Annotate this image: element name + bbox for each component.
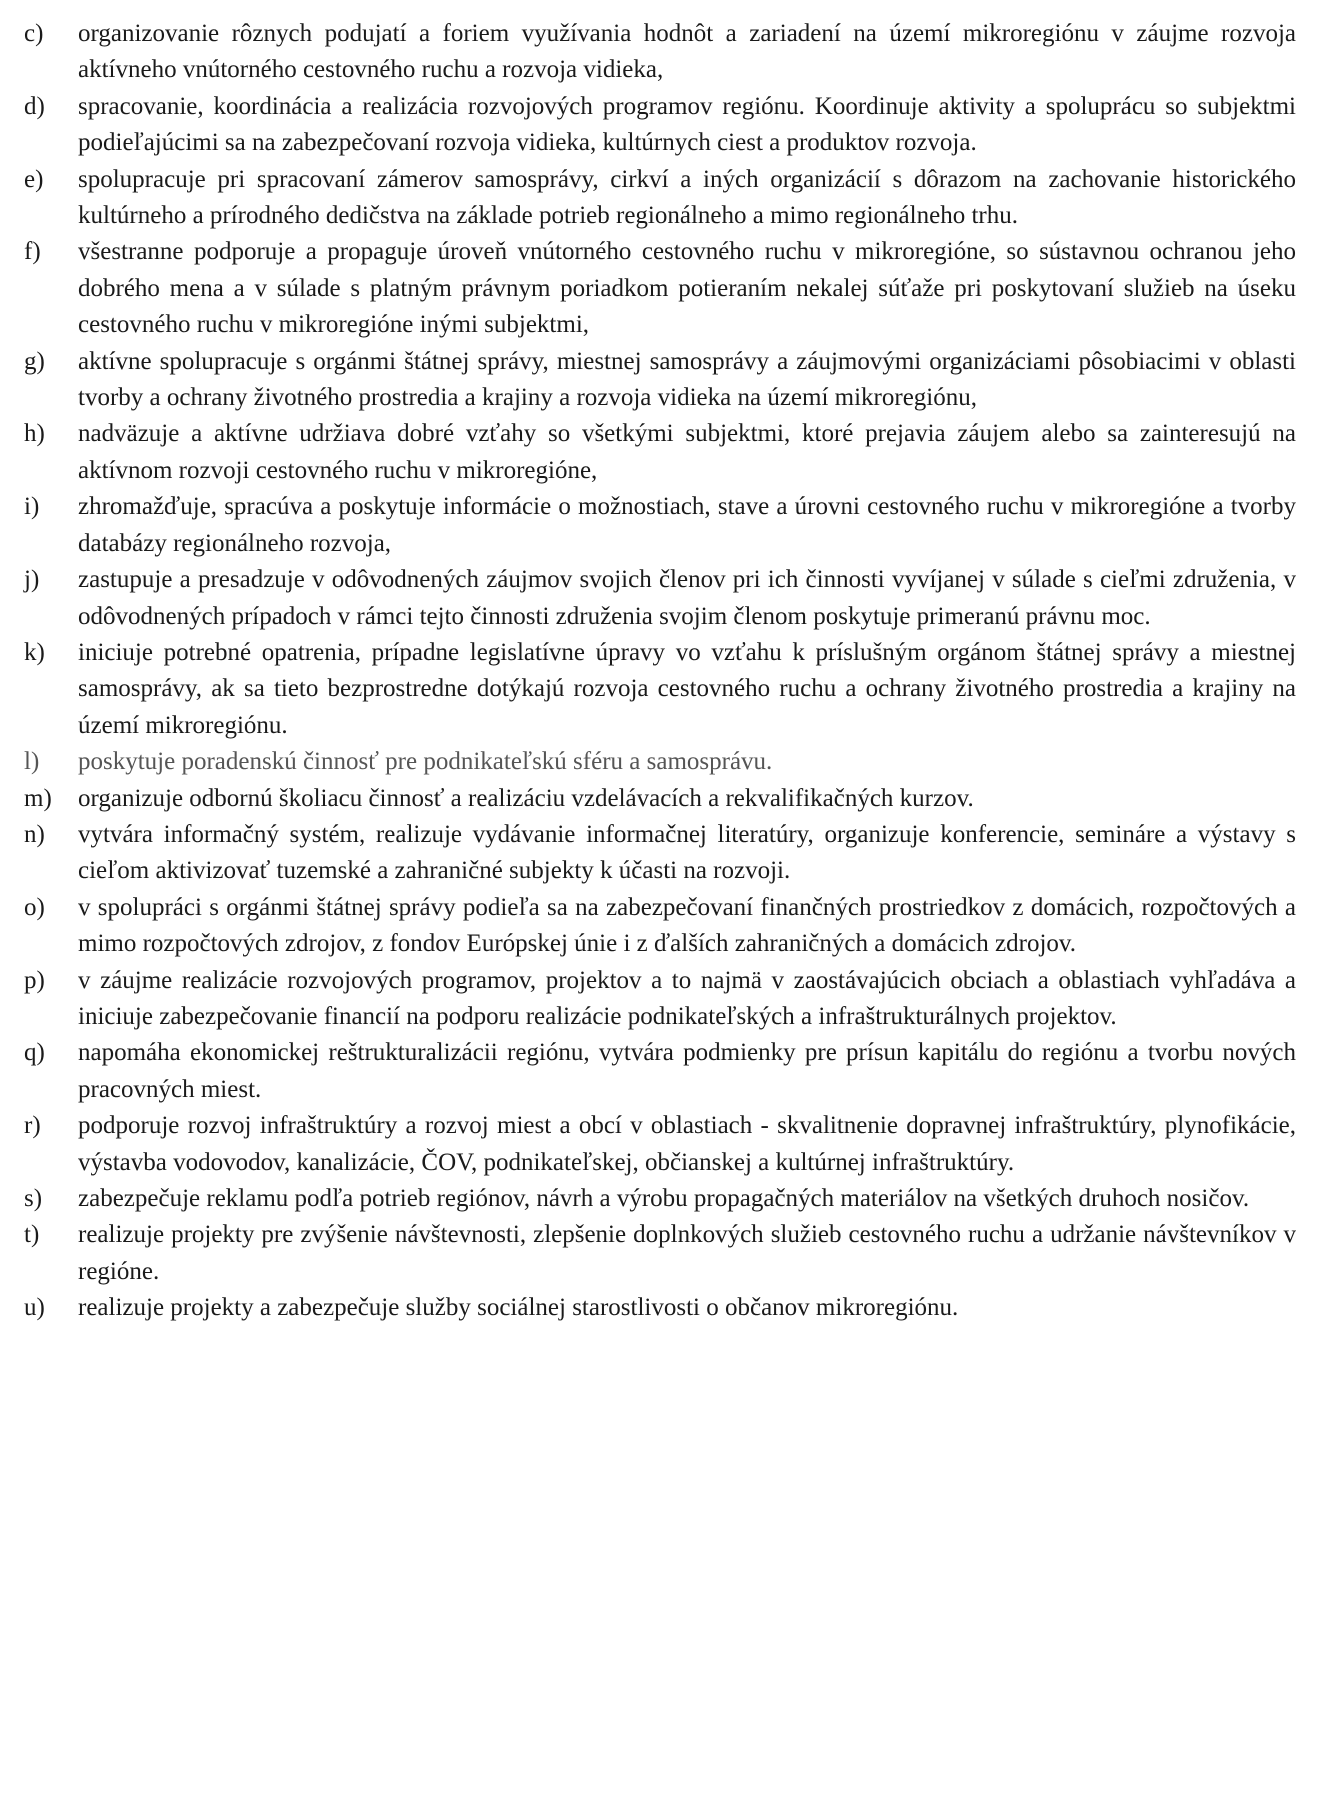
list-item-text: v spolupráci s orgánmi štátnej správy podieľa sa na zabezpečovaní finančných prostriedkov z domácich, rozpočtových a mimo rozpočtových zdrojov, z fondov Európskej únie i z ďalších zahraničných a domácich zdrojov. [78, 893, 1296, 958]
list-item-text: poskytuje poradenskú činnosť pre podnikateľskú sféru a samosprávu. [78, 748, 773, 776]
list-marker: q) [24, 1039, 45, 1067]
list-item [24, 1181, 1296, 1217]
list-item-text: organizovanie rôznych podujatí a foriem využívania hodnôt a zariadení na území mikroregiónu v záujme rozvoja aktívneho vnútorného cestovného ruchu a rozvoja vidieka, [78, 20, 1296, 84]
list-item-text: všestranne podporuje a propaguje úroveň vnútorného cestovného ruchu v mikroregióne, so sústavnou ochranou jeho dobrého mena a v súlade s platným právnym poriadkom potieraním nekalej súťaže pri poskytovaní služieb na úseku cestovného ruchu v mikroregióne inými subjektmi, [78, 238, 1296, 339]
list-item [24, 744, 1296, 780]
list-item-text: podporuje rozvoj infraštruktúry a rozvoj miest a obcí v oblastiach - skvalitnenie dopravnej infraštruktúry, plynofikácie, výstavba vodovodov, kanalizácie, ČOV, podnikateľskej, občianskej a kultúrnej infraštruktúry. [78, 1112, 1296, 1176]
list-marker: h) [24, 420, 45, 448]
list-marker: r) [24, 1112, 41, 1140]
list-marker: c) [24, 20, 44, 47]
list-item [24, 416, 1296, 489]
list-item [24, 781, 1296, 817]
list-item [24, 963, 1296, 1036]
list-item [24, 89, 1296, 162]
list-item-text: spracovanie, koordinácia a realizácia rozvojových programov regiónu. Koordinuje aktivity a spoluprácu so subjektmi podieľajúcimi sa na zabezpečovaní rozvoja vidieka, kultúrnych ciest a produktov rozvoja. [78, 92, 1296, 157]
list-item-text: realizuje projekty a zabezpečuje služby sociálnej starostlivosti o občanov mikroregiónu. [78, 1294, 959, 1322]
list-marker: f) [24, 238, 41, 266]
list-item [24, 489, 1296, 562]
list-marker: k) [24, 638, 45, 666]
list-item [24, 1290, 1296, 1326]
list-item-text: nadväzuje a aktívne udržiava dobré vzťahy so všetkými subjektmi, ktoré prejavia záujem alebo sa zainteresujú na aktívnom rozvoji cestovného ruchu v mikroregióne, [78, 420, 1296, 484]
list-item [24, 890, 1296, 963]
list-item [24, 16, 1296, 89]
list-item-text: aktívne spolupracuje s orgánmi štátnej správy, miestnej samosprávy a záujmovými organizáciami pôsobiacimi v oblasti tvorby a ochrany životného prostredia a krajiny a rozvoja vidieka na území mikroregiónu, [78, 347, 1296, 412]
list-marker: p) [24, 966, 45, 994]
list-item-text: iniciuje potrebné opatrenia, prípadne legislatívne úpravy vo vzťahu k príslušným orgánom štátnej správy a miestnej samosprávy, ak sa tieto bezprostredne dotýkajú rozvoja cestovného ruchu a ochrany životného prostredia a krajiny na území mikroregiónu. [78, 638, 1296, 739]
list-item [24, 344, 1296, 417]
list-marker: m) [24, 784, 52, 812]
list-item [24, 817, 1296, 890]
list-item-text: vytvára informačný systém, realizuje vydávanie informačnej literatúry, organizuje konferencie, semináre a výstavy s cieľom aktivizovať tuzemské a zahraničné subjekty k účasti na rozvoji. [78, 820, 1296, 885]
list-item-text: zhromažďuje, spracúva a poskytuje informácie o možnostiach, stave a úrovni cestovného ruchu v mikroregióne a tvorby databázy regionálneho rozvoja, [78, 493, 1296, 557]
list-marker: j) [24, 566, 40, 594]
list-marker: g) [24, 347, 45, 375]
list-marker: n) [24, 820, 45, 848]
list-marker: i) [24, 493, 40, 521]
list-marker: d) [24, 92, 45, 120]
list-marker: l) [24, 748, 40, 776]
list-item [24, 1108, 1296, 1181]
list-marker: u) [24, 1294, 45, 1322]
list-item-text: zastupuje a presadzuje v odôvodnených záujmov svojich členov pri ich činnosti vyvíjanej v súlade s cieľmi združenia, v odôvodnených prípadoch v rámci tejto činnosti združenia svojim členom poskytuje primeranú právnu moc. [78, 566, 1296, 630]
list-marker: s) [24, 1185, 43, 1212]
list-item [24, 162, 1296, 235]
list-item [24, 234, 1296, 343]
document-page [24, 16, 1296, 1327]
list-item [24, 562, 1296, 635]
list-item-text: spolupracuje pri spracovaní zámerov samosprávy, cirkví a iných organizácií s dôrazom na zachovanie historického kultúrneho a prírodného dedičstva na základe potrieb regionálneho a mimo regionálneho trhu. [78, 165, 1296, 230]
list-item [24, 635, 1296, 744]
list-item-text: v záujme realizácie rozvojových programov, projektov a to najmä v zaostávajúcich obciach a oblastiach vyhľadáva a iniciuje zabezpečovanie financií na podporu realizácie podnikateľských a infraštrukturálnych projektov. [78, 966, 1296, 1030]
list-item [24, 1217, 1296, 1290]
list-item [24, 1035, 1296, 1108]
list-marker: e) [24, 165, 44, 193]
list-marker: o) [24, 893, 45, 921]
list-marker: t) [24, 1221, 40, 1249]
list-item-text: napomáha ekonomickej reštrukturalizácii regiónu, vytvára podmienky pre prísun kapitálu do regiónu a tvorbu nových pracovných miest. [78, 1039, 1296, 1103]
list-item-text: realizuje projekty pre zvýšenie návštevnosti, zlepšenie doplnkových služieb cestovného ruchu a udržanie návštevníkov v regióne. [78, 1221, 1296, 1285]
list-item-text: organizuje odbornú školiacu činnosť a realizáciu vzdelávacích a rekvalifikačných kurzov. [78, 784, 974, 812]
list-item-text: zabezpečuje reklamu podľa potrieb regiónov, návrh a výrobu propagačných materiálov na všetkých druhoch nosičov. [78, 1185, 1250, 1212]
